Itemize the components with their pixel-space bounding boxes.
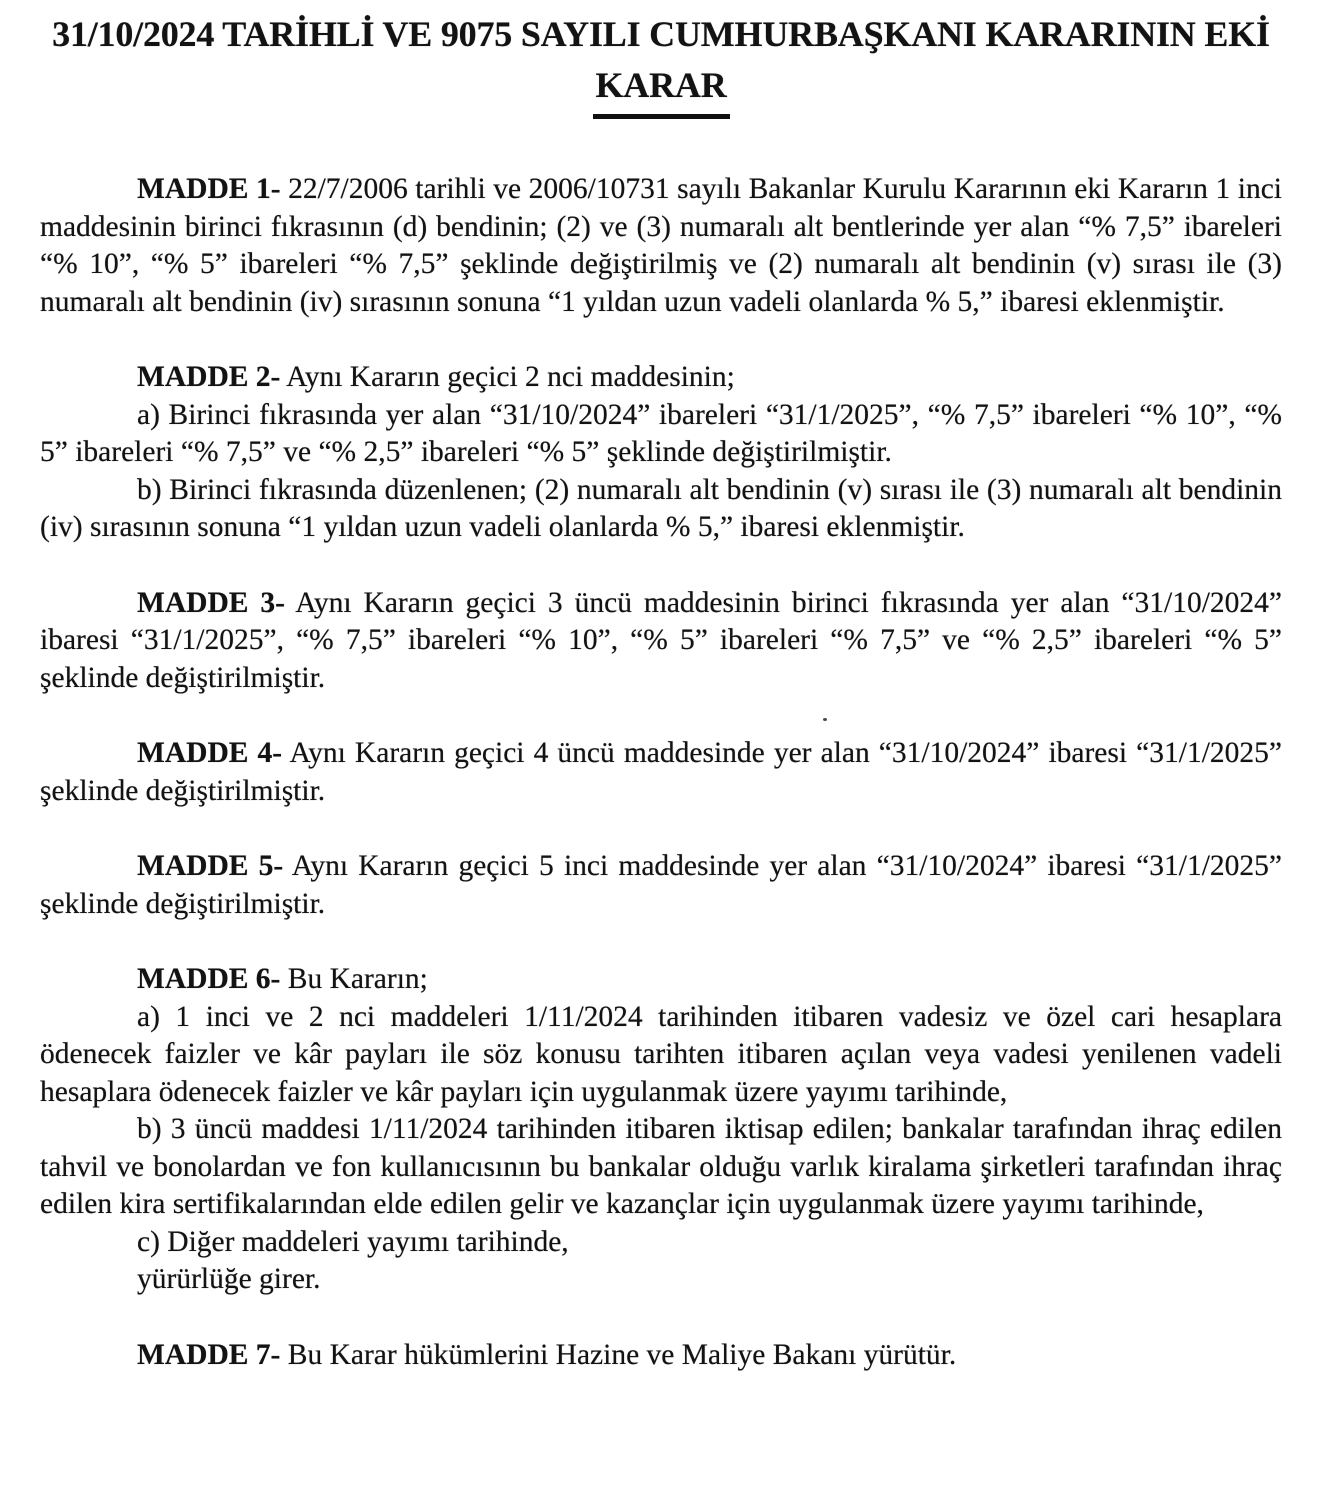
title-karar-underlined: KARAR — [593, 60, 730, 119]
article-6-intro-text: Bu Kararın; — [280, 963, 428, 995]
article-7-paragraph — [40, 1337, 1282, 1375]
article-5-text: Aynı Kararın geçici 5 inci maddesinde yer alan “31/10/2024” ibaresi “31/1/2025” şeklinde değiştirilmiştir. — [40, 850, 1282, 920]
article-5-label: MADDE 5- — [137, 850, 284, 882]
article-4-label: MADDE 4- — [137, 737, 283, 769]
article-6-intro — [40, 961, 1282, 999]
article-2-item-b: b) Birinci fıkrasında düzenlenen; (2) numaralı alt bendinin (v) sırası ile (3) numaralı alt bendinin (iv) sırasının sonuna “1 yıldan uzun vadeli olanlarda % 5,” ibaresi eklenmiştir. — [40, 473, 1282, 543]
article-4-paragraph — [40, 735, 1282, 810]
article-3-label: MADDE 3- — [137, 586, 285, 619]
article-4-text: Aynı Kararın geçici 4 üncü maddesinde yer alan “31/10/2024” ibaresi “31/1/2025” şeklinde değiştirilmiştir. — [40, 737, 1282, 807]
article-5-paragraph — [40, 848, 1282, 923]
article-3-paragraph — [40, 585, 1282, 698]
title-line-2 — [40, 60, 1282, 119]
article-2-intro — [40, 359, 1282, 397]
article-2-label: MADDE 2- — [137, 361, 281, 393]
article-2-item-a: a) Birinci fıkrasında yer alan “31/10/2024” ibareleri “31/1/2025”, “% 7,5” ibareleri “% 10”, “% 5” ibareleri “% 7,5” ve “% 2,5” ibareleri “% 5” şeklinde değiştirilmiştir. — [40, 398, 1282, 468]
article-1-text: 22/7/2006 tarihli ve 2006/10731 sayılı Bakanlar Kurulu Kararının eki Kararın 1 inci maddesinin birinci fıkrasının (d) bendinin; (2) ve (3) numaralı alt bentlerinde yer alan “% 7,5” ibareleri “% 10”, “% 5” ibareleri “% 7,5” şeklinde değiştirilmiş ve (2) numaralı alt bendinin (v) sırası ile (3) numaralı alt bendinin (iv) sırasının sonuna “1 yıldan uzun vadeli olanlarda % 5,” ibaresi eklenmiştir. — [40, 173, 1282, 318]
title-line-1: 31/10/2024 TARİHLİ VE 9075 SAYILI CUMHURBAŞKANI KARARININ EKİ — [52, 14, 1270, 54]
article-7-text: Bu Karar hükümlerini Hazine ve Maliye Bakanı yürütür. — [280, 1338, 957, 1371]
article-6-item-a: a) 1 inci ve 2 nci maddeleri 1/11/2024 tarihinden itibaren vadesiz ve özel cari hesaplara ödenecek faizler ve kâr payları ile söz konusu tarihten itibaren açılan veya vadesi yenilenen vadeli hesaplara ödenecek faizler ve kâr payları için uygulanmak üzere yayımı tarihinde, — [40, 1000, 1282, 1108]
document-title — [40, 9, 1282, 119]
article-6-label: MADDE 6- — [137, 963, 281, 995]
scan-artifact-dot — [823, 718, 827, 721]
article-6-closing: yürürlüğe girer. — [137, 1263, 321, 1295]
article-3-text: Aynı Kararın geçici 3 üncü maddesinin birinci fıkrasında yer alan “31/10/2024” ibaresi “31/1/2025”, “% 7,5” ibareleri “% 10”, “% 5” ibareleri “% 7,5” ve “% 2,5” ibareleri “% 5” şeklinde değiştirilmiştir. — [40, 586, 1282, 694]
article-2-intro-text: Aynı Kararın geçici 2 nci maddesinin; — [280, 361, 735, 393]
article-1-label: MADDE 1- — [137, 173, 281, 205]
article-6-item-c: c) Diğer maddeleri yayımı tarihinde, — [137, 1225, 569, 1258]
article-1-paragraph — [40, 171, 1282, 321]
article-6-item-b: b) 3 üncü maddesi 1/11/2024 tarihinden itibaren iktisap edilen; bankalar tarafından ihraç edilen tahvil ve bonolardan ve fon kullanıcısının bu bankalar olduğu varlık kiralama şirketleri tarafından ihraç edilen kira sertifikalarından elde edilen gelir ve kazançlar için uygulanmak üzere yayımı tarihinde, — [40, 1113, 1282, 1220]
article-7-label: MADDE 7- — [137, 1338, 281, 1371]
